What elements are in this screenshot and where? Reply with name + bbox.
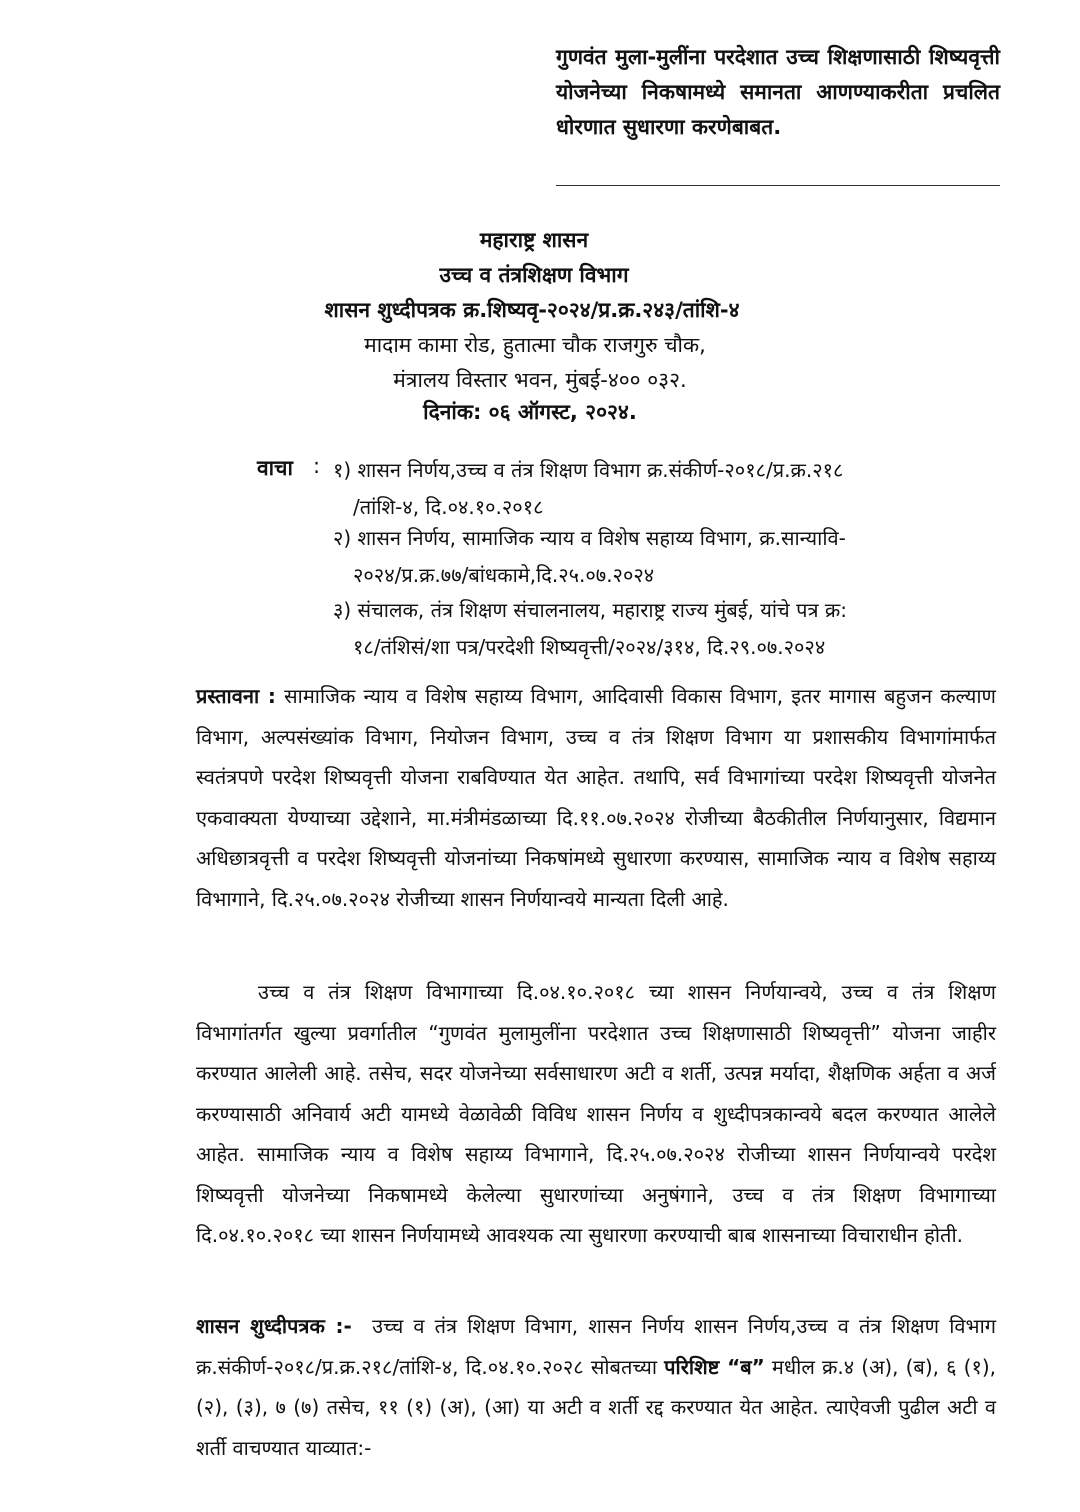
corrigendum-text-before: उच्च व तंत्र शिक्षण विभाग, शासन निर्णय शासन निर्णय,उच्च व तंत्र शिक्षण विभाग क्र.संकीर्ण-२०१८/प्र.क्र.२१८/तांशि-४, दि.०४.१०.२०२८ सोबतच्या xyxy=(196,1314,997,1379)
reference-item-line: १) शासन निर्णय,उच्च व तंत्र शिक्षण विभाग क्र.संकीर्ण-२०१८/प्र.क्र.२१८ xyxy=(333,458,844,482)
background-paragraph: उच्च व तंत्र शिक्षण विभागाच्या दि.०४.१०.२०१८ च्या शासन निर्णयान्वये, उच्च व तंत्र शिक्षण विभागांतर्गत खुल्या प्रवर्गातील “गुणवंत मुलामुलींना परदेशात उच्च शिक्षणासाठी शिष्यवृत्ती” योजना जाहीर करण्यात आलेली आहे. तसेच, सदर योजनेच्या सर्वसाधारण अटी व शर्ती, उत्पन्न मर्यादा, शैक्षणिक अर्हता व अर्ज करण्यासाठी अनिवार्य अटी यामध्ये वेळावेळी विविध शासन निर्णय व शुध्दीपत्रकान्वये बदल करण्यात आलेले आहेत. सामाजिक न्याय व विशेष सहाय्य विभागाने, दि.२५.०७.२०२४ रोजीच्या शासन निर्णयान्वये परदेश शिष्यवृत्ती योजनेच्या निकषामध्ये केलेल्या सुधारणांच्या अनुषंगाने, उच्च व तंत्र शिक्षण विभागाच्या दि.०४.१०.२०१८ च्या शासन निर्णयामध्ये आवश्यक त्या सुधारणा करण्याची बाब शासनाच्या विचाराधीन होती. xyxy=(196,980,996,1247)
government-name: महाराष्ट्र शासन xyxy=(479,228,589,252)
read-colon: : xyxy=(313,454,321,478)
reference-item xyxy=(333,592,973,666)
preamble-label: प्रस्तावना : xyxy=(196,684,276,708)
annex-reference: परिशिष्ट “ब” xyxy=(664,1354,765,1379)
preamble-text: सामाजिक न्याय व विशेष सहाय्य विभाग, आदिवासी विकास विभाग, इतर मागास बहुजन कल्याण विभाग, अल्पसंख्यांक विभाग, नियोजन विभाग, उच्च व तंत्र शिक्षण विभाग या प्रशासकीय विभागांमार्फत स्वतंत्रपणे परदेश शिष्यवृत्ती योजना राबविण्यात येत आहेत. तथापि, सर्व विभागांच्या परदेश शिष्यवृत्ती योजनेत एकवाक्यता येण्याच्या उद्देशाने, मा.मंत्रीमंडळाच्या दि.११.०७.२०२४ रोजीच्या बैठकीतील निर्णयानुसार, विद्यमान अधिछात्रवृत्ती व परदेश शिष्यवृत्ती योजनांच्या निकषांमध्ये सुधारणा करण्यास, सामाजिक न्याय व विशेष सहाय्य विभागाने, दि.२५.०७.२०२४ रोजीच्या शासन निर्णयान्वये मान्यता दिली आहे. xyxy=(196,684,997,911)
corrigendum-paragraph xyxy=(196,1306,996,1468)
reference-item xyxy=(333,520,973,594)
document-date: दिनांक: ०६ ऑगस्ट, २०२४. xyxy=(423,400,637,424)
reference-item-line: २) शासन निर्णय, सामाजिक न्याय व विशेष सहाय्य विभाग, क्र.सान्यावि- xyxy=(333,526,846,550)
corrigendum-text-after: मधील क्र.४ (अ), (ब), ६ (१),(२), (३), ७ (७) तसेच, ११ (१) (अ), (आ) या अटी व शर्ती रद्द करण्यात येत आहेत. त्याऐवजी पुढील अटी व शर्ती वाचण्यात याव्यात:- xyxy=(196,1354,997,1460)
preamble-paragraph xyxy=(196,676,996,919)
address-line-2: मंत्रालय विस्तार भवन, मुंबई-४०० ०३२. xyxy=(393,368,687,392)
reference-item-continuation: १८/तंशिसं/शा पत्र/परदेशी शिष्यवृत्ती/२०२४/३१४, दि.२९.०७.२०२४ xyxy=(353,635,826,659)
subject-heading: गुणवंत मुला-मुलींना परदेशात उच्च शिक्षणासाठी शिष्यवृत्ती योजनेच्या निकषामध्ये समानता आणण्याकरीता प्रचलित धोरणात सुधारणा करणेबाबत. xyxy=(556,45,1000,139)
reference-item-continuation: २०२४/प्र.क्र.७७/बांधकामे,दि.२५.०७.२०२४ xyxy=(353,563,655,587)
corrigendum-reference: शासन शुध्दीपत्रक क्र.शिष्यवृ-२०२४/प्र.क्र.२४३/तांशि-४ xyxy=(324,298,740,322)
reference-item-continuation: /तांशि-४, दि.०४.१०.२०१८ xyxy=(353,495,544,519)
read-label: वाचा xyxy=(257,456,293,480)
reference-item-line: ३) संचालक, तंत्र शिक्षण संचालनालय, महाराष्ट्र राज्य मुंबई, यांचे पत्र क्र: xyxy=(333,598,847,622)
reference-item xyxy=(333,452,973,526)
department-name: उच्च व तंत्रशिक्षण विभाग xyxy=(439,263,629,287)
subject-underline xyxy=(556,185,1000,186)
address-line-1: मादाम कामा रोड, हुतात्मा चौक राजगुरु चौक, xyxy=(364,333,706,357)
corrigendum-label: शासन शुध्दीपत्रक :- xyxy=(196,1314,352,1338)
